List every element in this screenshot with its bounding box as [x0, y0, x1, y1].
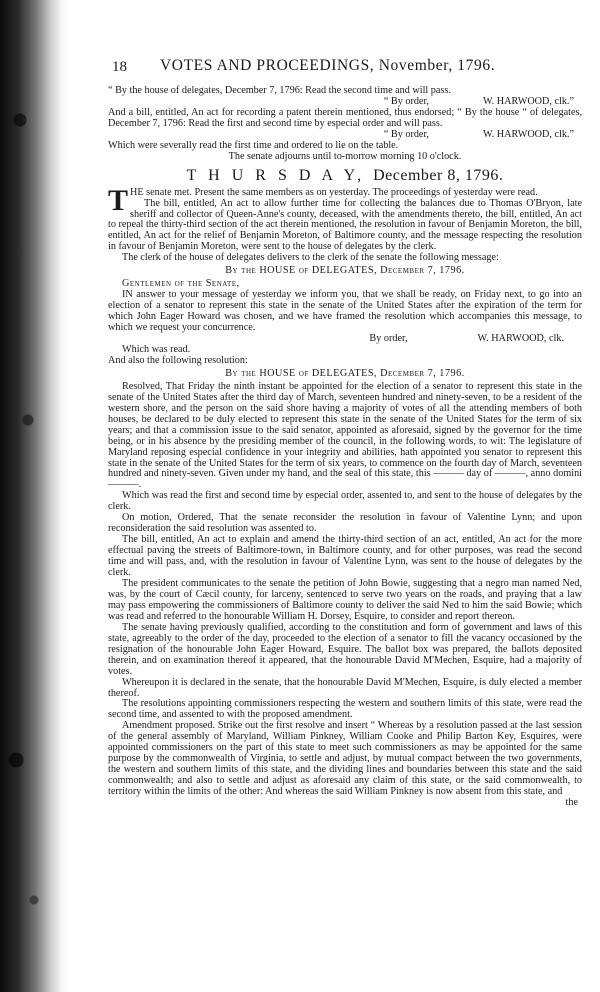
paragraph-15: Amendment proposed. Strike out the first resolve and insert “ Whereas by a resolution passed at the last session of the general assembly of Maryland, William Pinkney, William Cooke and Philip Barton Key, Esquires, were appointed commissioners on the part of this state to meet such commissioners as may be appointed for the same purpose by the commonwealth of Virginia, to settle and adjust, by mutual compact between the two governments, the western and southern limits of this state, and the dividing lines and boundaries between this state and the said commonwealth; and also to settle and adjust as aforesaid any claim of this state, or the said commonwealth, to territory within the limits of the other: And whereas the said William Pinkney is now absent from this state, and	[108, 720, 582, 798]
paragraph-1: HE senate met. Present the same members as on yesterday. The proceedings of yesterday were read.	[130, 186, 538, 198]
day-heading	[108, 166, 582, 184]
message-heading: By the HOUSE of DELEGATES, December 7, 1796.	[225, 265, 465, 277]
opening-paragraph	[108, 183, 582, 217]
order-label: By order,	[369, 333, 408, 345]
document-page	[108, 58, 582, 809]
day-name: T H U R S D A Y,	[186, 166, 366, 184]
paragraph-4: IN answer to your message of yesterday we inform you, that we shall be ready, on Friday next, to go into an election of a senator to represent this state in the senate of the United States after the expiration of the term for which John Eager Howard was chosen, and we have framed the resolution which accompanies this message, to which we request your concurrence.	[108, 289, 582, 334]
paragraph-9: On motion, Ordered, That the senate reconsider the resolution in favour of Valentine Lynn; and upon reconsideration the said resolution was assented to.	[108, 512, 582, 535]
paragraph-7: Resolved, That Friday the ninth instant be appointed for the election of a senator to represent this state in the senate of the United States after the third day of March, seventeen hundred and ninety-seven, to be a resident of the western shore, and the person on the said shore having a majority of votes of all the attending members of both houses, be declared to be duly elected to represent this state in the senate of the United States for the term of six years; and that a commission issue to the said senator, appointed as aforesaid, signed by the governor for the time being, or in his absence by the presiding member of the council, in the following words, to wit: The legislature of Maryland reposing especial confidence in your integrity and abilities, hath appointed you senator to represent this state in the senate of the United States for the term of six years, to commence on the fourth day of March, seventeen hundred and ninety-seven. Given under my hand, and the seal of this state, this ——— day of ———, anno domini ———.	[108, 380, 582, 491]
paragraph-3: The clerk of the house of delegates delivers to the clerk of the senate the following message:	[122, 252, 499, 264]
paragraph-14: The resolutions appointing commissioners respecting the western and southern limits of this state, were read the second time, and assented to with the proposed amendment.	[108, 698, 582, 721]
paragraph-12: The senate having previously qualified, according to the constitution and form of government and laws of this state, agreeably to the order of the day, proceeded to the election of a senator to fill the vacancy occasioned by the resignation of the honourable John Eager Howard, Esquire. The ballot box was prepared, the ballots deposited therein, and on examination thereof it appeared, that the honourable David M'Mechen, Esquire, had a majority of votes.	[108, 621, 582, 677]
catchword: the	[565, 797, 578, 809]
paragraph-10: The bill, entitled, An act to explain and amend the thirty-third section of an act, entitled, An act for the more effectual paving the streets of Baltimore-town, in Baltimore county, and for other purposes, was read the second time and will pass, and, with the resolution in favour of Valentine Lynn, was sent to the house of delegates by the clerk.	[108, 534, 582, 579]
scan-binding-spots	[0, 0, 60, 992]
page-number: 18	[112, 59, 127, 75]
order-label: “ By order,	[383, 95, 429, 107]
paragraph-6: And also the following resolution:	[108, 354, 248, 366]
top-line-3: Which were severally read the first time and ordered to lie on the table.	[108, 139, 399, 151]
clerk-signature: W. HARWOOD, clk.”	[482, 128, 574, 140]
paragraph-11: The president communicates to the senate the petition of John Bowie, suggesting that a negro man named Ned, was, by the court of Cæcil county, for larceny, sentenced to serve two years on the roads, and praying that a law may pass empowering the commissioners of Baltimore county to deliver the said Ned to him the said Bowie; which was read and referred to the honourable William H. Dorsey, Esquire, to consider and report thereon.	[108, 577, 582, 622]
paragraph-2: The bill, entitled, An act to allow further time for collecting the balances due to Thomas O'Bryon, late sheriff and collector of Queen-Anne's county, deceased, with the amendments thereto, the bill, entitled, An act to repeal the thirty-third section of the act therein mentioned, the resolution in favour of Benjamin Moreton, the bill, entitled, An act for the relief of Benjamin Moreton, of Baltimore county, and the message respecting the resolution in favour of Benjamin Moreton, were sent to the house of delegates by the clerk.	[108, 197, 582, 253]
running-title: VOTES AND PROCEEDINGS, November, 1796.	[160, 57, 496, 74]
page-header	[108, 58, 582, 82]
resolution-heading: By the HOUSE of DELEGATES, December 7, 1796.	[225, 367, 465, 379]
top-line-2: And a bill, entitled, An act for recording a patent therein mentioned, thus endorsed; “ By the house “ of delegates, December 7, 1796: Read the first and second time by especial order and will pass.	[108, 106, 582, 129]
day-date: December 8, 1796.	[373, 166, 504, 184]
adjournment-line: The senate adjourns until to-morrow morning 10 o'clock.	[228, 150, 462, 162]
clerk-signature: W. HARWOOD, clk.”	[482, 95, 574, 107]
order-label: “ By order,	[383, 128, 429, 140]
paragraph-13: Whereupon it is declared in the senate, that the honourable David M'Mechen, Esquire, is duly elected a member thereof.	[108, 676, 582, 699]
drop-cap: T	[108, 183, 129, 217]
salutation: Gentlemen of the Senate,	[122, 278, 240, 290]
paragraph-8: Which was read the first and second time by especial order, assented to, and sent to the house of delegates by the clerk.	[108, 490, 582, 513]
top-line-1: “ By the house of delegates, December 7, 1796: Read the second time and will pass.	[108, 85, 451, 96]
clerk-signature: W. HARWOOD, clk.	[477, 333, 564, 345]
paragraph-5: Which was read.	[122, 343, 191, 355]
